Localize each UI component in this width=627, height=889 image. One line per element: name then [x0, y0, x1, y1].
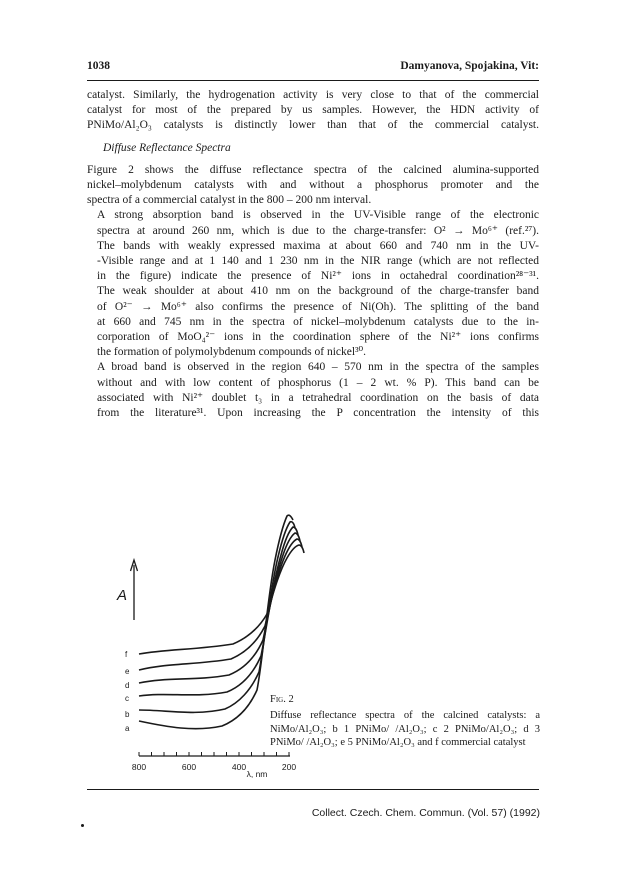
curve-label-c: c — [125, 694, 129, 703]
margin-dot — [81, 824, 84, 827]
spectrum-curve-b — [139, 522, 295, 713]
figure-caption-text: Diffuse reflectance spectra of the calcined catalysts: a NiMo/Al₂O₃; b 1 PNiMo/ /Al₂O₃; c 2 PNiMo/Al₂O₃; d 3 PNiMo/ /Al₂O₃; e 5 PNiMo/Al₂O₃ and f commercial catalyst — [270, 710, 540, 748]
x-tick-400: 400 — [231, 762, 247, 772]
text-line: corporation of MoO₄²⁻ ions in the coordination sphere of the Ni²⁺ ions confirms — [97, 331, 539, 344]
text-line: PNiMo/Al₂O₃ catalysts is distinctly lower than that of the commercial catalyst. — [87, 119, 539, 132]
paragraph-1 — [87, 88, 539, 134]
text-line: the formation of polymolybdenum compounds of nickel³⁰. — [97, 346, 366, 359]
text-line: spectra of a commercial catalyst in the 800 – 200 nm interval. — [87, 194, 372, 207]
paragraph-4 — [87, 239, 539, 361]
text-line: The weak shoulder at about 410 nm on the background of the charge-transfer band — [97, 285, 539, 298]
footer-rule — [87, 789, 539, 790]
running-head: Damyanova, Spojakina, Vit: — [400, 60, 539, 72]
text-line: -Visible range and at 1 140 and 1 230 nm in the NIR range (which are not reflected — [97, 255, 539, 268]
text-line: in the figure) indicate the presence of Ni²⁺ ions in octahedral coordination²⁸⁻³¹. — [97, 270, 539, 283]
text-line: A strong absorption band is observed in the UV-Visible range of the electronic — [97, 209, 539, 222]
text-line: The bands with weakly expressed maxima at about 660 and 740 nm in the UV- — [97, 239, 539, 252]
section-title: Diffuse Reflectance Spectra — [103, 141, 231, 154]
text-line: at 660 and 745 nm in the spectra of nickel–molybdenum catalysts due to the in- — [97, 315, 539, 328]
page-number: 1038 — [87, 60, 110, 72]
curve-label-d: d — [125, 681, 130, 690]
x-tick-600: 600 — [181, 762, 197, 772]
y-axis-label: A — [117, 587, 128, 604]
x-axis-label: λ, nm — [246, 769, 268, 779]
body-text — [87, 88, 539, 421]
paragraph-2 — [87, 163, 539, 209]
text-line: without and with low content of phosphorus (1 – 2 wt. % P). This band can be — [97, 376, 539, 389]
text-line: catalyst. Similarly, the hydrogenation activity is very close to that of the commercial — [87, 89, 539, 101]
text-line: spectra at around 260 nm, which is due to the charge-transfer: O² → Mo⁶⁺ (ref.²⁷). — [97, 224, 539, 237]
paragraph-5 — [87, 360, 539, 421]
text-line: associated with Ni²⁺ doublet t₃ in a tetrahedral coordination on the basis of data — [97, 391, 539, 404]
journal-citation: Collect. Czech. Chem. Commun. (Vol. 57) (1992) — [311, 807, 540, 819]
page-header — [87, 60, 539, 76]
curve-label-b: b — [125, 710, 130, 719]
paragraph-3 — [87, 208, 539, 238]
text-line: Figure 2 shows the diffuse reflectance spectra of the calcined alumina-supported — [87, 163, 539, 176]
curve-label-e: e — [125, 667, 130, 676]
figure-caption — [270, 693, 540, 749]
curve-label-a: a — [125, 724, 130, 733]
text-line: of O²⁻ → Mo⁶⁺ also confirms the presence of Ni(Oh). The splitting of the band — [97, 300, 539, 313]
text-line: A broad band is observed in the region 640 – 570 nm in the spectra of the samples — [97, 361, 539, 374]
spectrum-curve-c — [139, 527, 298, 696]
curve-label-f: f — [125, 650, 128, 659]
text-line: nickel–molybdenum catalysts with and without a phosphorus promoter and the — [87, 179, 539, 192]
header-rule — [87, 80, 539, 81]
x-tick-800: 800 — [131, 762, 147, 772]
figure-label: Fig. 2 — [270, 694, 294, 705]
x-tick-200: 200 — [281, 762, 297, 772]
text-line: from the literature³¹. Upon increasing the P concentration the intensity of this — [97, 407, 539, 420]
text-line: catalyst for most of the prepared by us samples. However, the HDN activity of — [87, 104, 539, 117]
